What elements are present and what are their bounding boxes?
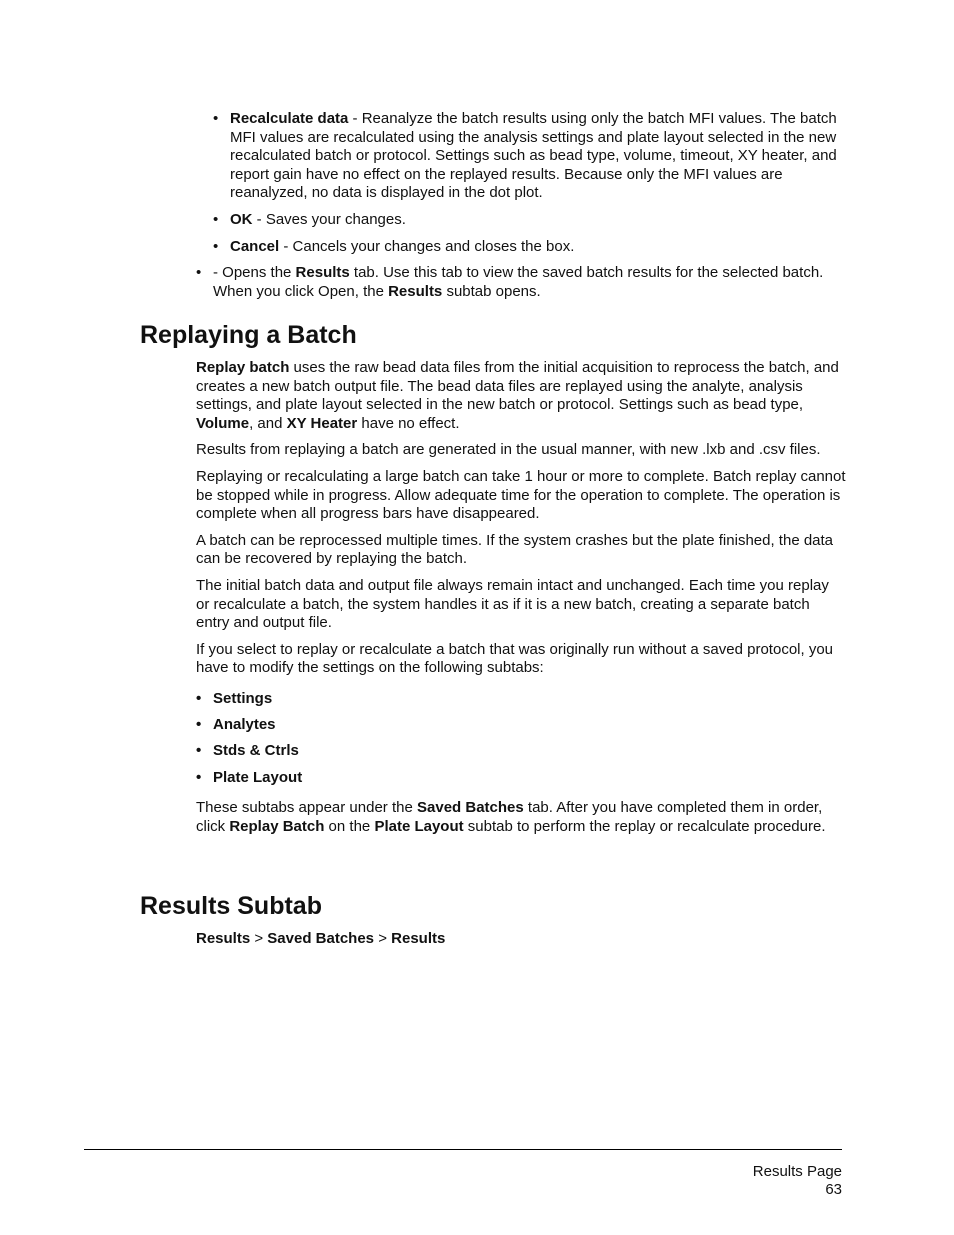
text-fragment: on the <box>324 817 375 835</box>
term-xy-heater: XY Heater <box>286 414 358 432</box>
page-footer <box>753 1163 842 1199</box>
footer-section-title: Results Page <box>752 1163 842 1180</box>
desc-recalculate-data: - Reanalyze the batch results using only the batch MFI values. The batch MFI values are recalculated using the analysis settings and plate layout selected in the new recalculated batch or protocol. Settings such as bead type, volume, timeout, XY heater, and report gain have no effect on the replayed results. Because only the MFI values are reanalyzed, no data is displayed in the dot plot. <box>230 110 837 202</box>
heading-replaying-a-batch: Replaying a Batch <box>140 321 357 349</box>
list-item-stds-ctrls: • Stds & Ctrls <box>196 742 846 761</box>
text-fragment: These subtabs appear under the <box>196 799 417 817</box>
path-saved-batches: Saved Batches <box>267 930 375 947</box>
list-item-recalculate <box>213 110 856 203</box>
paragraph-replay-batch <box>196 359 846 433</box>
text-fragment: have no effect. <box>357 414 460 432</box>
text-fragment: - Opens the <box>213 264 296 282</box>
paragraph-reprocess: A batch can be reprocessed multiple times. If the system crashes but the plate finished, the data can be recovered by replaying the batch. <box>196 531 834 568</box>
path-results: Results <box>196 930 251 947</box>
subtab-list <box>196 690 846 787</box>
term-results-tab: Results <box>295 264 350 282</box>
option-list <box>196 110 856 301</box>
text-fragment: tab. Use this tab to view the saved batch results for the selected batch. When you click Open, the <box>213 264 824 300</box>
text-fragment: tab. After you have completed them in order, click <box>196 799 823 835</box>
footer-page-number: 63 <box>825 1181 842 1198</box>
term-volume: Volume <box>196 414 250 432</box>
term-results-subtab: Results <box>388 282 443 300</box>
text-fragment: uses the raw bead data files from the initial acquisition to reprocess the batch, and creates a new batch output file. The bead data files are replayed using the analyte, analysis settings, and plate layout selected in the new batch or protocol. Settings such as bead type, <box>196 359 839 414</box>
option-sublist <box>213 110 856 256</box>
text-fragment: subtab to perform the replay or recalculate procedure. <box>463 817 826 835</box>
desc-ok: - Saves your changes. <box>252 210 406 228</box>
path-separator: > <box>374 930 392 947</box>
term-ok: OK <box>230 210 253 228</box>
list-item-open <box>196 264 856 301</box>
paragraph-data-intact: The initial batch data and output file always remain intact and unchanged. Each time you replay or recalculate a batch, the system handles it as if it is a new batch, creating a separate batch entry and output file. <box>196 576 829 632</box>
heading-results-subtab: Results Subtab <box>140 892 322 920</box>
footer-divider <box>84 1149 842 1150</box>
term-plate-layout: Plate Layout <box>374 817 464 835</box>
option-sublist-wrapper <box>196 110 856 256</box>
replaying-section-body <box>196 359 846 845</box>
list-item-settings: • Settings <box>196 690 846 709</box>
path-results-subtab: Results <box>391 930 446 947</box>
term-saved-batches: Saved Batches <box>417 799 524 817</box>
paragraph-modify-subtabs: If you select to replay or recalculate a batch that was originally run without a saved protocol, you have to modify the settings on the following subtabs: <box>196 640 834 677</box>
term-recalculate-data: Recalculate data <box>230 110 349 127</box>
results-subtab-body <box>196 930 846 957</box>
list-item-ok <box>213 211 856 230</box>
navigation-path <box>196 930 846 949</box>
list-item-plate-layout: • Plate Layout <box>196 769 846 788</box>
text-fragment: , and <box>249 414 287 432</box>
path-separator: > <box>250 930 268 947</box>
term-cancel: Cancel <box>230 237 280 255</box>
text-fragment: subtab opens. <box>442 282 541 300</box>
paragraph-subtabs-location <box>196 799 846 836</box>
term-replay-batch-button: Replay Batch <box>229 817 325 835</box>
term-replay-batch: Replay batch <box>196 359 290 376</box>
list-item-analytes: • Analytes <box>196 716 846 735</box>
paragraph-results-files: Results from replaying a batch are generated in the usual manner, with new .lxb and .csv files. <box>196 441 821 459</box>
list-item-cancel <box>213 238 856 257</box>
paragraph-duration: Replaying or recalculating a large batch can take 1 hour or more to complete. Batch replay cannot be stopped while in progress. Allow adequate time for the operation to complete. The operation is complete when all progress bars have disappeared. <box>196 467 846 523</box>
desc-cancel: - Cancels your changes and closes the box. <box>279 237 575 255</box>
